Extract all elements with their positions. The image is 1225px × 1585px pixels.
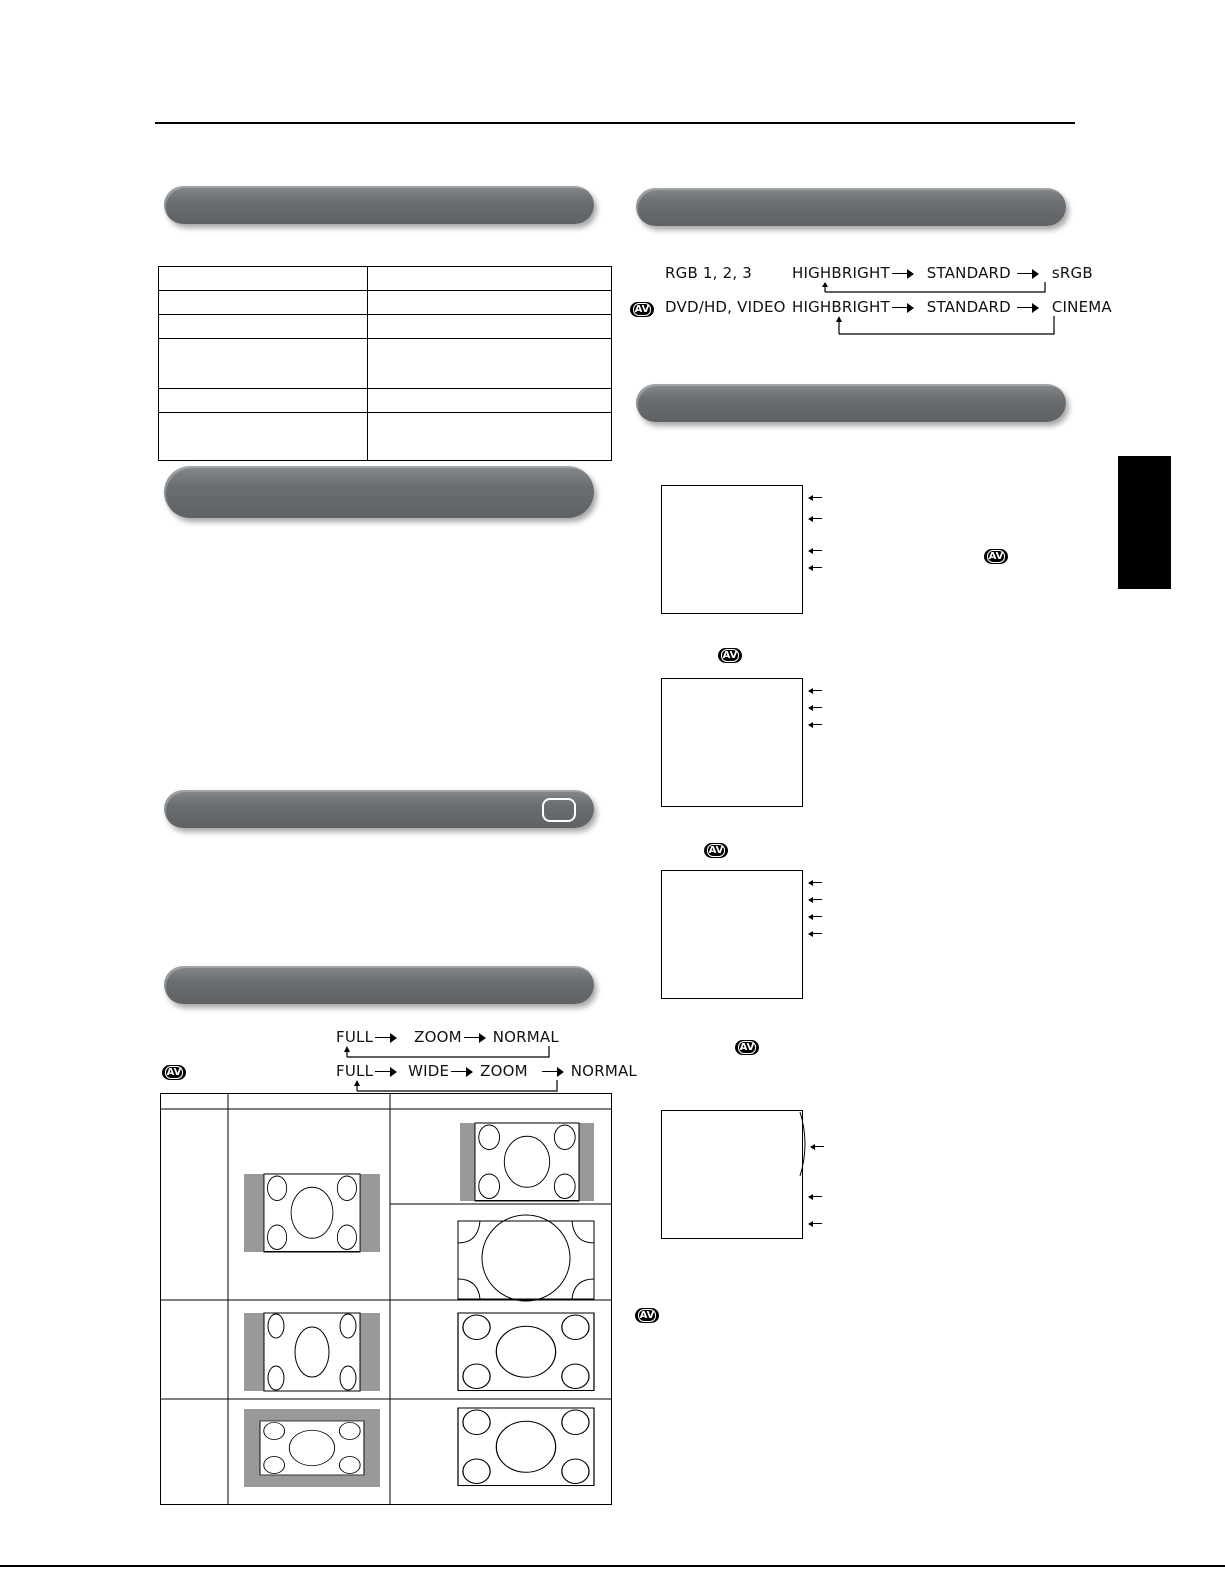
step-label: sRGB: [1051, 264, 1093, 282]
arrow-left-icon: [808, 704, 822, 712]
arrow-left-icon: [808, 687, 822, 695]
aspect-diagram-table: [160, 1093, 612, 1505]
step-label: CINEMA: [1051, 298, 1112, 316]
aspect-step: FULL: [336, 1062, 374, 1080]
section-banner-3: [164, 790, 594, 828]
arrow-left-icon: [808, 1193, 822, 1201]
section-banner-1: [164, 186, 594, 224]
av-icon: AV: [704, 843, 728, 858]
bottom-rule: [0, 1565, 1225, 1567]
picture-mode-row-rgb: [665, 264, 752, 282]
section-banner-5: [636, 188, 1066, 226]
av-icon: AV: [984, 549, 1008, 564]
aspect-step: ZOOM: [414, 1028, 462, 1046]
picture-mode-steps-rgb: [792, 264, 1093, 282]
av-icon: AV: [635, 1308, 659, 1323]
menu-box-1: [661, 485, 803, 614]
aspect-step: ZOOM: [480, 1062, 528, 1080]
aspect-step: NORMAL: [570, 1062, 637, 1080]
step-label: HIGHBRIGHT: [792, 298, 890, 316]
arrow-left-icon: [808, 721, 822, 729]
arrow-left-icon: [808, 1220, 822, 1228]
step-label: STANDARD: [926, 298, 1011, 316]
av-icon: AV: [718, 648, 742, 663]
menu-box-2: [661, 678, 803, 807]
arrow-left-icon: [808, 930, 822, 938]
arrow-left-icon: [808, 879, 822, 887]
loop-line-aspect-1: [342, 1046, 554, 1060]
arrow-left-icon: [808, 547, 822, 555]
picture-mode-steps-video: [792, 298, 1112, 316]
section-banner-2: [164, 466, 594, 518]
arrow-left-icon: [808, 564, 822, 572]
display-icon: [542, 798, 576, 822]
input-label: DVD/HD, VIDEO: [665, 298, 786, 316]
av-icon: AV: [162, 1065, 186, 1080]
arrow-left-icon: [808, 494, 822, 502]
top-rule: [155, 122, 1075, 124]
section-banner-4: [164, 966, 594, 1004]
aspect-step: NORMAL: [492, 1028, 559, 1046]
loop-line-video: [834, 316, 1059, 338]
av-icon: AV: [630, 302, 654, 317]
aspect-row-2: [336, 1062, 637, 1080]
aspect-row-1: [336, 1028, 559, 1046]
input-label: RGB 1, 2, 3: [665, 264, 753, 282]
arrow-left-icon: [810, 1143, 824, 1151]
loop-line-rgb: [820, 282, 1050, 294]
step-label: HIGHBRIGHT: [792, 264, 890, 282]
aspect-step: WIDE: [408, 1062, 450, 1080]
picture-mode-row-video: [665, 298, 786, 316]
aspect-step: FULL: [336, 1028, 374, 1046]
menu-box-4: [661, 1110, 803, 1239]
spec-table: [158, 266, 612, 461]
menu-box-3: [661, 870, 803, 999]
arrow-left-icon: [808, 913, 822, 921]
loop-line-aspect-2: [352, 1080, 562, 1094]
section-banner-6: [636, 384, 1066, 422]
chapter-tab: [1118, 456, 1171, 589]
arrow-left-icon: [808, 515, 822, 523]
step-label: STANDARD: [926, 264, 1011, 282]
arrow-left-icon: [808, 896, 822, 904]
av-icon: AV: [735, 1040, 759, 1055]
